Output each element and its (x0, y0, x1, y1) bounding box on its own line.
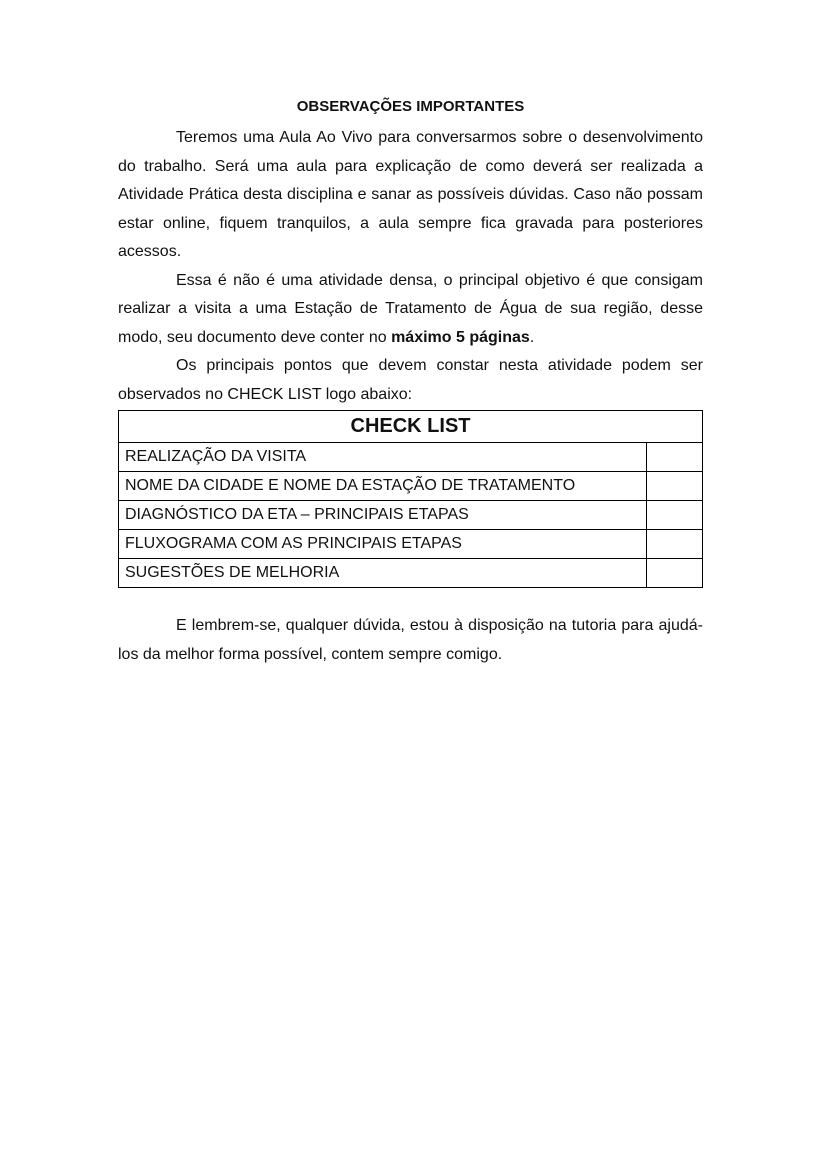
paragraph-objective-end: . (529, 328, 535, 346)
table-row (119, 559, 703, 588)
checklist-item-label: DIAGNÓSTICO DA ETA – PRINCIPAIS ETAPAS (119, 501, 647, 530)
paragraph-checklist-intro: Os principais pontos que devem constar nesta atividade podem ser observados no CHECK LIST logo abaixo: (118, 357, 703, 403)
checklist-checkbox-cell[interactable] (647, 559, 703, 588)
paragraph-closing: E lembrem-se, qualquer dúvida, estou à disposição na tutoria para ajudá-los da melhor forma possível, contem sempre comigo. (118, 617, 703, 663)
checklist-checkbox-cell[interactable] (647, 443, 703, 472)
document-page (118, 96, 703, 669)
checklist-table (118, 410, 703, 588)
page-limit-emphasis: máximo 5 páginas (391, 328, 530, 346)
paragraph-objective (118, 267, 703, 353)
checklist-checkbox-cell[interactable] (647, 530, 703, 559)
checklist-item-label: REALIZAÇÃO DA VISITA (119, 443, 647, 472)
checklist-checkbox-cell[interactable] (647, 501, 703, 530)
checklist-header: CHECK LIST (119, 411, 703, 443)
checklist-item-label: SUGESTÕES DE MELHORIA (119, 559, 647, 588)
table-row (119, 443, 703, 472)
checklist-item-label: NOME DA CIDADE E NOME DA ESTAÇÃO DE TRATAMENTO (119, 472, 647, 501)
paragraph-objective-text: Essa é não é uma atividade densa, o principal objetivo é que consigam realizar a visita a uma Estação de Tratamento de Água de sua região, desse modo, seu documento deve conter no (118, 271, 703, 346)
checklist-item-label: FLUXOGRAMA COM AS PRINCIPAIS ETAPAS (119, 530, 647, 559)
table-row (119, 530, 703, 559)
checklist-checkbox-cell[interactable] (647, 472, 703, 501)
table-row (119, 501, 703, 530)
table-row (119, 472, 703, 501)
paragraph-live-class: Teremos uma Aula Ao Vivo para conversarmos sobre o desenvolvimento do trabalho. Será uma aula para explicação de como deverá ser realizada a Atividade Prática desta disciplina e sanar as possíveis dúvidas. Caso não possam estar online, fiquem tranquilos, a aula sempre fica gravada para posteriores acessos. (118, 129, 703, 260)
document-title: OBSERVAÇÕES IMPORTANTES (296, 98, 525, 115)
